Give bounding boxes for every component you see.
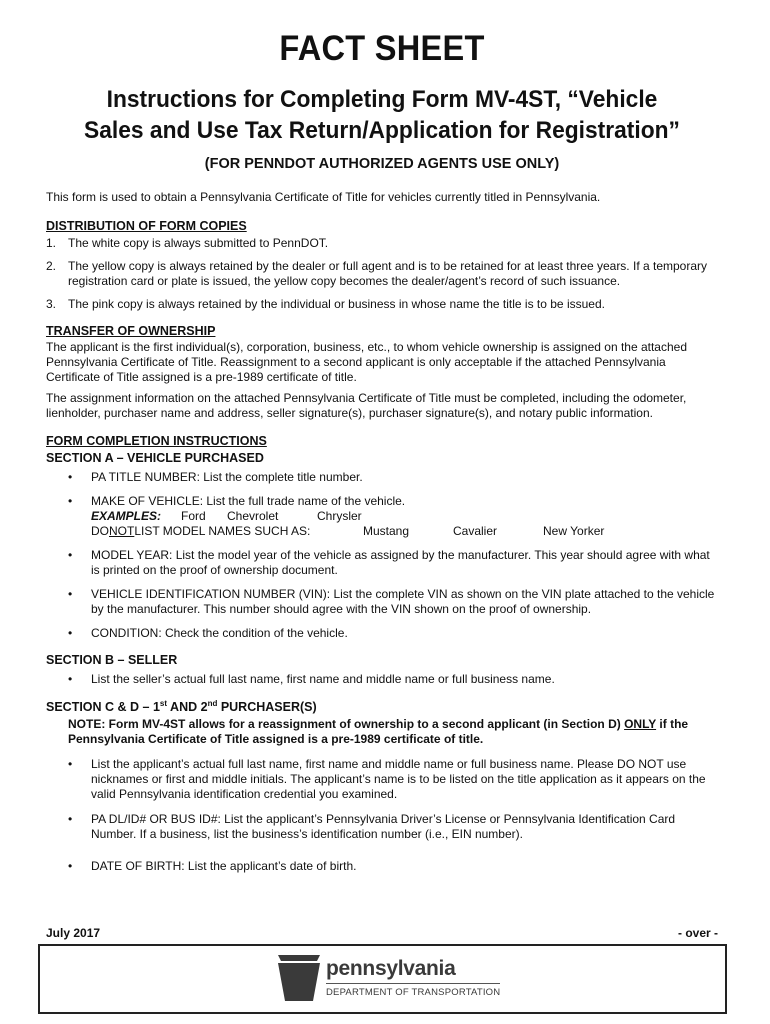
agents-only-note: (FOR PENNDOT AUTHORIZED AGENTS USE ONLY) [204, 156, 560, 172]
list-text: The white copy is always submitted to PennDOT. [68, 236, 329, 250]
logo-divider [326, 983, 500, 984]
document-subtitle [70, 84, 695, 146]
list-item [46, 548, 718, 578]
bullet-icon: • [68, 470, 73, 484]
list-item [46, 859, 718, 874]
section-cd-heading-pre: SECTION C & D – 1 [46, 700, 160, 715]
example-make: Chevrolet [227, 509, 279, 523]
section-a-list [46, 470, 718, 641]
model-name: New Yorker [543, 524, 605, 538]
list-item [46, 812, 718, 842]
list-item [46, 297, 718, 312]
section-b-heading: SECTION B – SELLER [46, 653, 178, 667]
superscript-st: st [159, 699, 168, 708]
dl-id-text: PA DL/ID# OR BUS ID#: List the applicant’s Pennsylvania Driver’s License or Pennsylvania Identification Card Number. If a business, list the business’s identification number (i.e., EIN number). [91, 812, 676, 842]
section-cd-heading-post: PURCHASER(S) [217, 700, 317, 715]
section-b-list [46, 672, 718, 687]
note-text-pre: NOTE: Form MV-4ST allows for a reassignment of ownership to a second applicant (in Section D) [68, 717, 625, 732]
subtitle-line-1: Instructions for Completing Form MV-4ST, “Vehicle [106, 86, 658, 113]
list-number: 3. [46, 297, 57, 311]
model-year-text: MODEL YEAR: List the model year of the vehicle as assigned by the manufacturer. This year should agree with what is printed on the proof of ownership document. [91, 548, 710, 577]
list-text: The yellow copy is always retained by the dealer or full agent and is to be retained for at least three years. If a temporary registration card or plate is issued, the yellow copy becomes the dealer/agent’s record of such issuance. [68, 259, 708, 288]
model-names-label [91, 524, 363, 539]
model-name: Mustang [363, 524, 410, 538]
bullet-icon: • [68, 812, 73, 827]
bullet-icon: • [68, 757, 73, 772]
applicant-name-text: List the applicant’s actual full last name, first name and middle name or full business name. Please DO NOT use nicknames or first and middle initials. The applicant’s name is to be listed on the title application as it appears on the valid Pennsylvania identification credential you examined. [91, 757, 706, 802]
penndot-logo [278, 955, 500, 1001]
list-item [46, 470, 718, 485]
bullet-icon: • [68, 672, 73, 686]
examples-row [91, 509, 718, 524]
section-a-heading: SECTION A – VEHICLE PURCHASED [46, 451, 264, 465]
examples-colon: : [157, 509, 162, 523]
transfer-paragraph-2: The assignment information on the attached Pennsylvania Certificate of Title must be completed, including the odometer, lienholder, purchaser name and address, seller signature(s), purchaser signature(s), and notary public information. [46, 391, 687, 420]
superscript-nd: nd [207, 699, 218, 708]
form-completion-heading: FORM COMPLETION INSTRUCTIONS [46, 434, 267, 448]
section-cd-list [46, 757, 718, 874]
model-name: Cavalier [453, 524, 498, 538]
not-label: NOT [109, 524, 135, 538]
subtitle-line-2: Sales and Use Tax Return/Application for Registration” [84, 117, 680, 144]
footer-over: - over - [677, 926, 718, 940]
page-title: FACT SHEET [279, 29, 485, 68]
bullet-icon: • [68, 587, 73, 601]
footer-date: July 2017 [46, 926, 101, 940]
vin-text: VEHICLE IDENTIFICATION NUMBER (VIN): List the complete VIN as shown on the VIN plate attached to the vehicle by the manufacturer. This number should agree with the VIN shown on the proof of ownership. [91, 587, 715, 616]
bullet-icon: • [68, 548, 73, 562]
seller-text: List the seller’s actual full last name, first name and middle name or full business name. [91, 672, 555, 686]
transfer-paragraph-1: The applicant is the first individual(s), corporation, business, etc., to whom vehicle ownership is assigned on the attached Pennsylvania Certificate of Title. Reassignment to a second applicant is only acceptable if the attached Pennsylvania Certificate of Title assigned is a pre-1989 certificate of title. [46, 340, 688, 384]
intro-paragraph: This form is used to obtain a Pennsylvania Certificate of Title for vehicles currently titled in Pennsylvania. [46, 190, 601, 204]
list-item [46, 672, 718, 687]
reassignment-note [68, 717, 718, 747]
list-text: The pink copy is always retained by the individual or business in whose name the title is to be issued. [68, 297, 605, 311]
example-make: Ford [181, 509, 206, 523]
section-cd-heading-mid: AND 2 [167, 700, 208, 715]
note-only-word: ONLY [624, 717, 657, 732]
logo-text [326, 958, 500, 998]
section-cd-heading [46, 699, 718, 714]
footer-row [46, 926, 718, 940]
examples-label-text: EXAMPLES [91, 509, 158, 523]
document-page [46, 26, 718, 883]
list-item [46, 757, 718, 802]
dob-text: DATE OF BIRTH: List the applicant’s date of birth. [91, 859, 357, 874]
distribution-heading: DISTRIBUTION OF FORM COPIES [46, 219, 247, 233]
form-completion-section [46, 434, 718, 874]
examples-label [91, 509, 181, 524]
logo-name: pennsylvania [326, 957, 456, 980]
make-text: MAKE OF VEHICLE: List the full trade name of the vehicle. [91, 494, 406, 508]
model-names-row [91, 524, 718, 539]
list-item [46, 587, 718, 617]
note-text-post: if the Pennsylvania Certificate of Title assigned is a pre-1989 certificate of title. [68, 717, 689, 747]
bullet-icon: • [68, 626, 73, 640]
do-label: DO [91, 524, 109, 538]
list-item [46, 494, 718, 539]
example-make: Chrysler [317, 509, 362, 523]
list-item [46, 259, 718, 289]
list-number: 1. [46, 236, 57, 250]
transfer-heading: TRANSFER OF OWNERSHIP [46, 324, 216, 338]
title-number-text: PA TITLE NUMBER: List the complete title number. [91, 470, 363, 484]
bullet-icon: • [68, 859, 73, 874]
bullet-icon: • [68, 494, 73, 508]
transfer-section [46, 324, 718, 421]
distribution-section [46, 219, 718, 312]
list-item [46, 626, 718, 641]
model-names-label-text: LIST MODEL NAMES SUCH AS: [134, 524, 311, 538]
logo-box [38, 944, 727, 1014]
list-number: 2. [46, 259, 57, 273]
keystone-icon [278, 955, 320, 1001]
condition-text: CONDITION: Check the condition of the vehicle. [91, 626, 348, 640]
distribution-list [46, 236, 718, 312]
list-item [46, 236, 718, 251]
logo-department: DEPARTMENT OF TRANSPORTATION [326, 987, 501, 998]
